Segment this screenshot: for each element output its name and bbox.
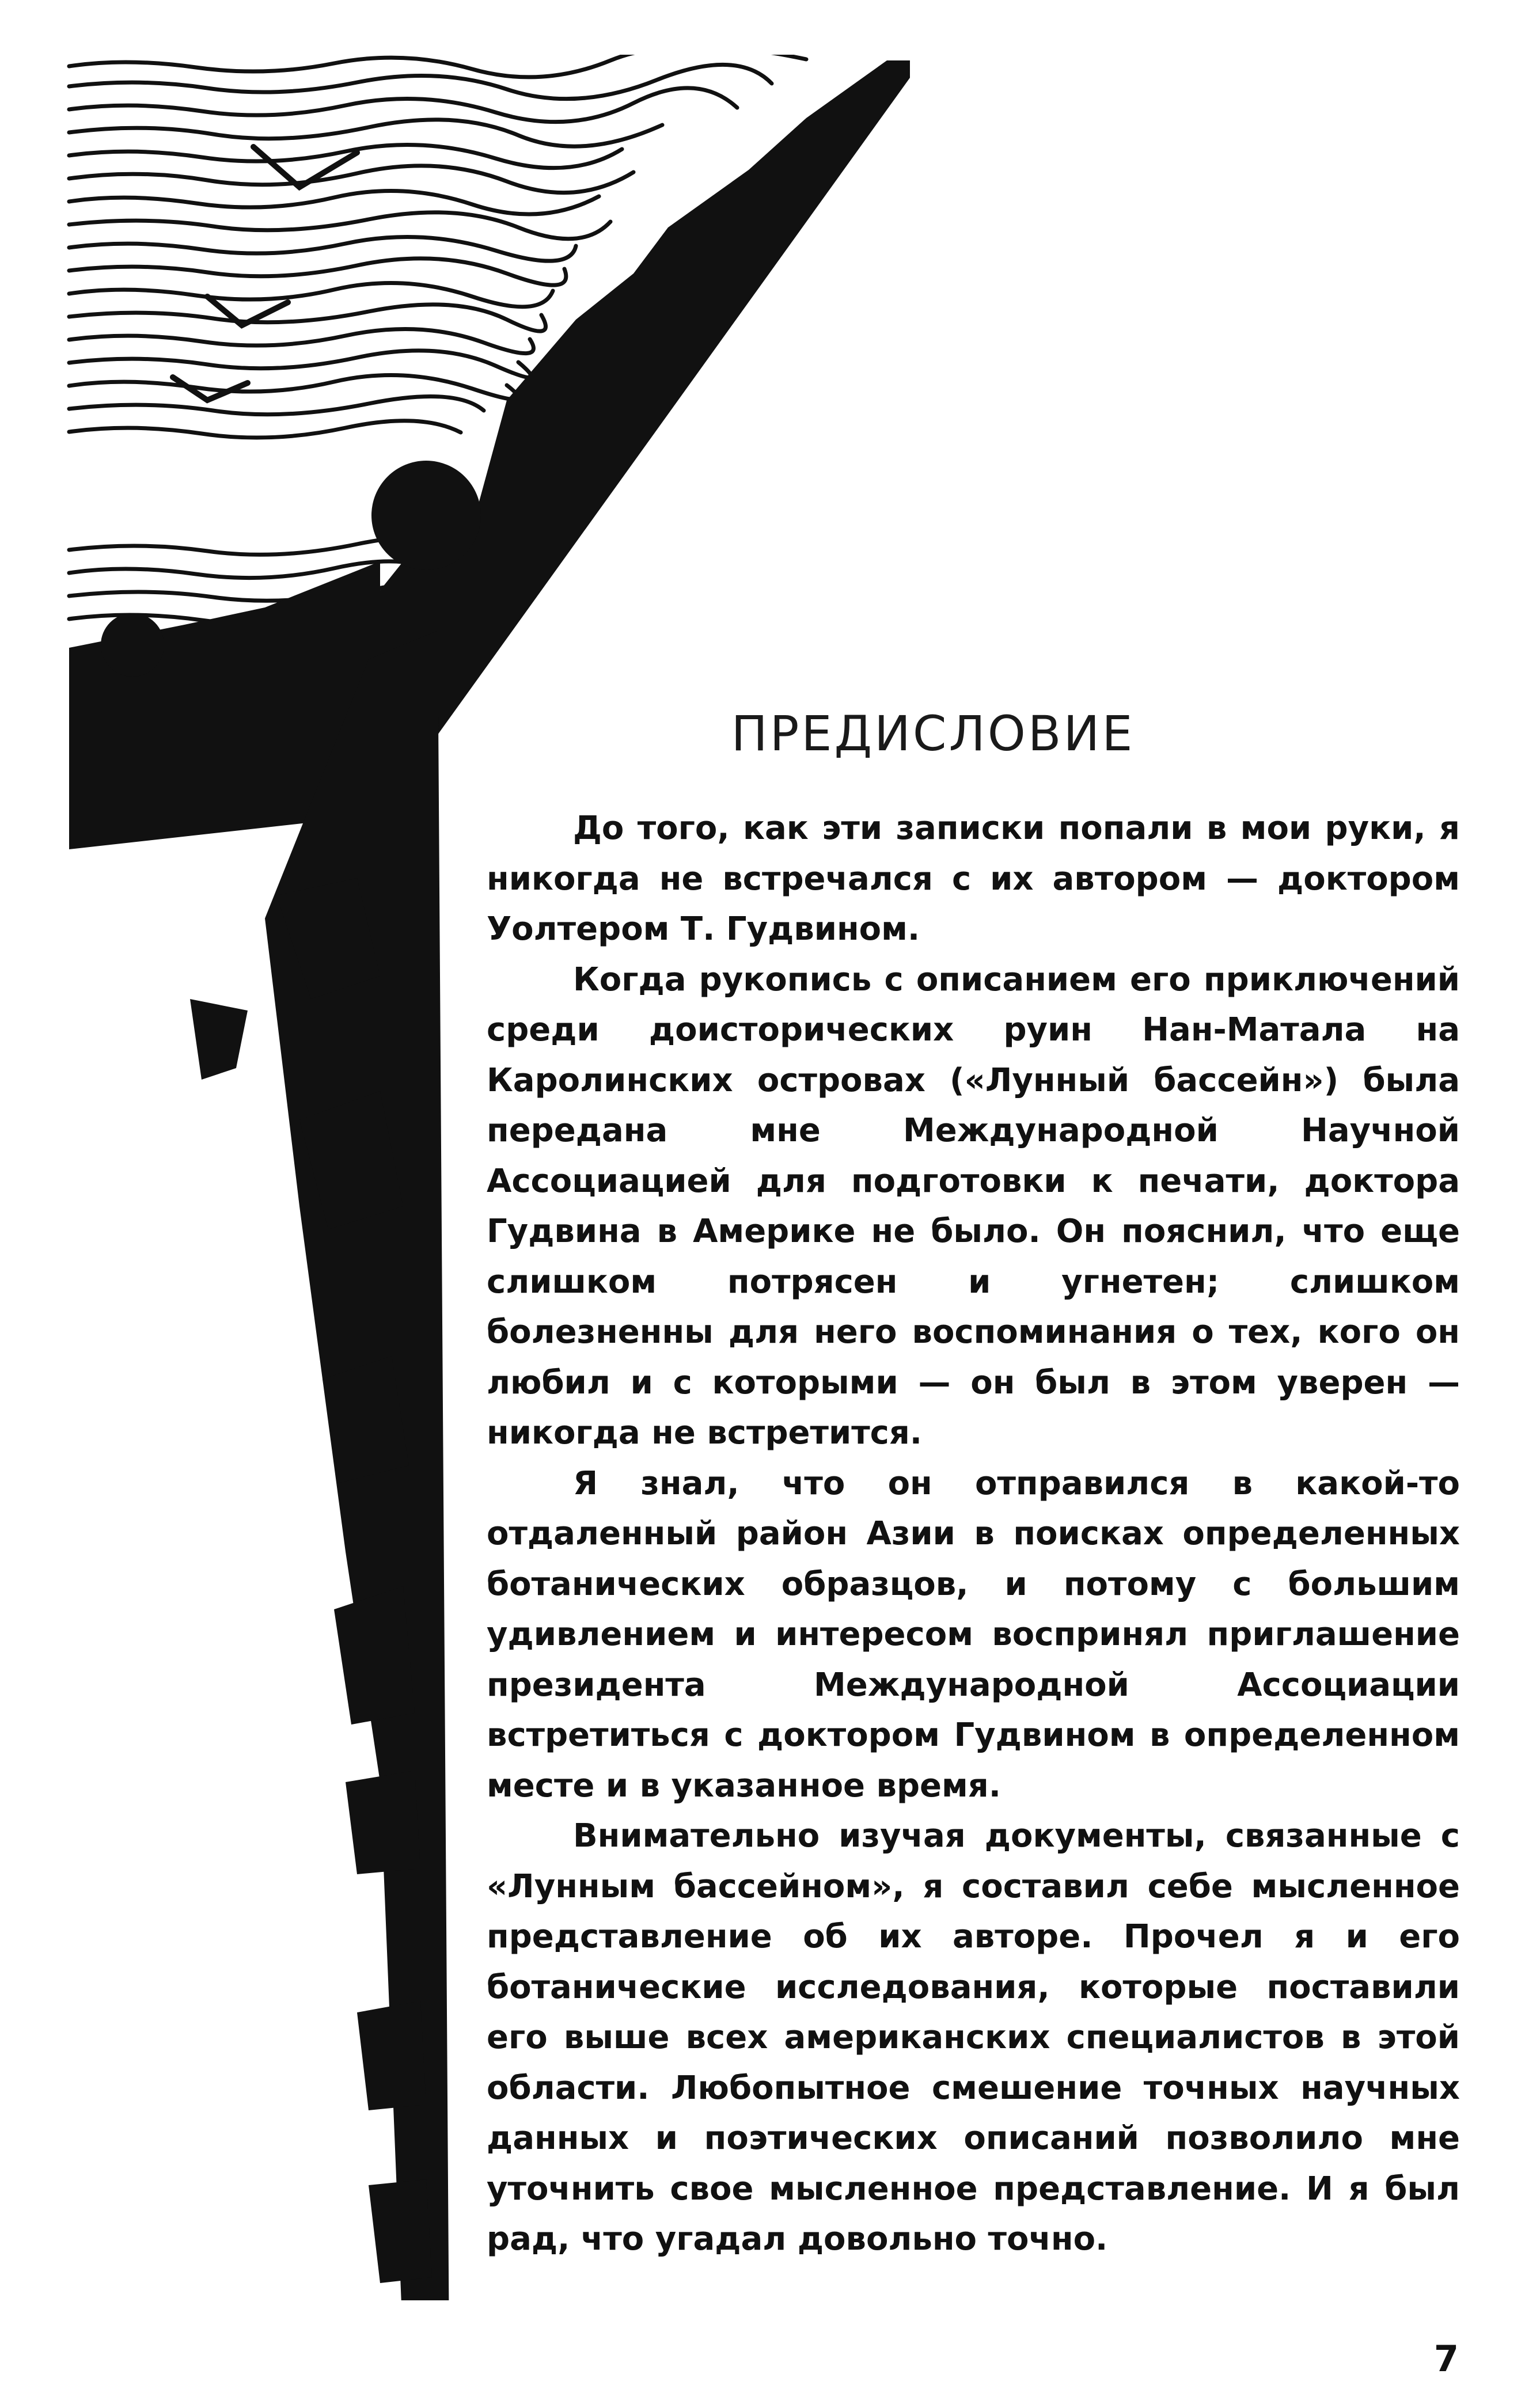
paragraph: Когда рукопись с описанием его приключений среди доисторических руин Нан-Матала на Каролинских островах («Лунный бассейн») была передана мне Международной Научной Ассоциацией для подготовки к печати, доктора Гудвина в Америке не было. Он пояснил, что еще слишком потрясен и угнетен; слишком болезненны для него воспоминания о тех, кого он любил и с которыми — он был в этом уверен — никогда не встретится. bbox=[487, 960, 1460, 1452]
page-number: 7 bbox=[1433, 2338, 1459, 2380]
paragraph: Я знал, что он отправился в какой-то отдаленный район Азии в поисках определенных ботанических образцов, и потому с большим удивлением и интересом воспринял приглашение президента Международной Ассоциации встретиться с доктором Гудвином в определенном месте и в указанное время. bbox=[487, 1464, 1460, 1805]
page-title: ПРЕДИСЛОВИЕ bbox=[731, 705, 1135, 762]
paragraph: Внимательно изучая документы, связанные с «Лунным бассейном», я составил себе мысленное представление об их авторе. Прочел я и его ботанические исследования, которые поставили его выше всех американских специалистов в этой области. Любопытное смешение точных научных данных и поэтических описаний позволило мне уточнить свое мысленное представление. И я был рад, что угадал довольно точно. bbox=[487, 1817, 1460, 2258]
body-text bbox=[487, 803, 1460, 2265]
paragraph: До того, как эти записки попали в мои руки, я никогда не встречался с их автором — доктором Уолтером Т. Гудвином. bbox=[487, 810, 1460, 948]
